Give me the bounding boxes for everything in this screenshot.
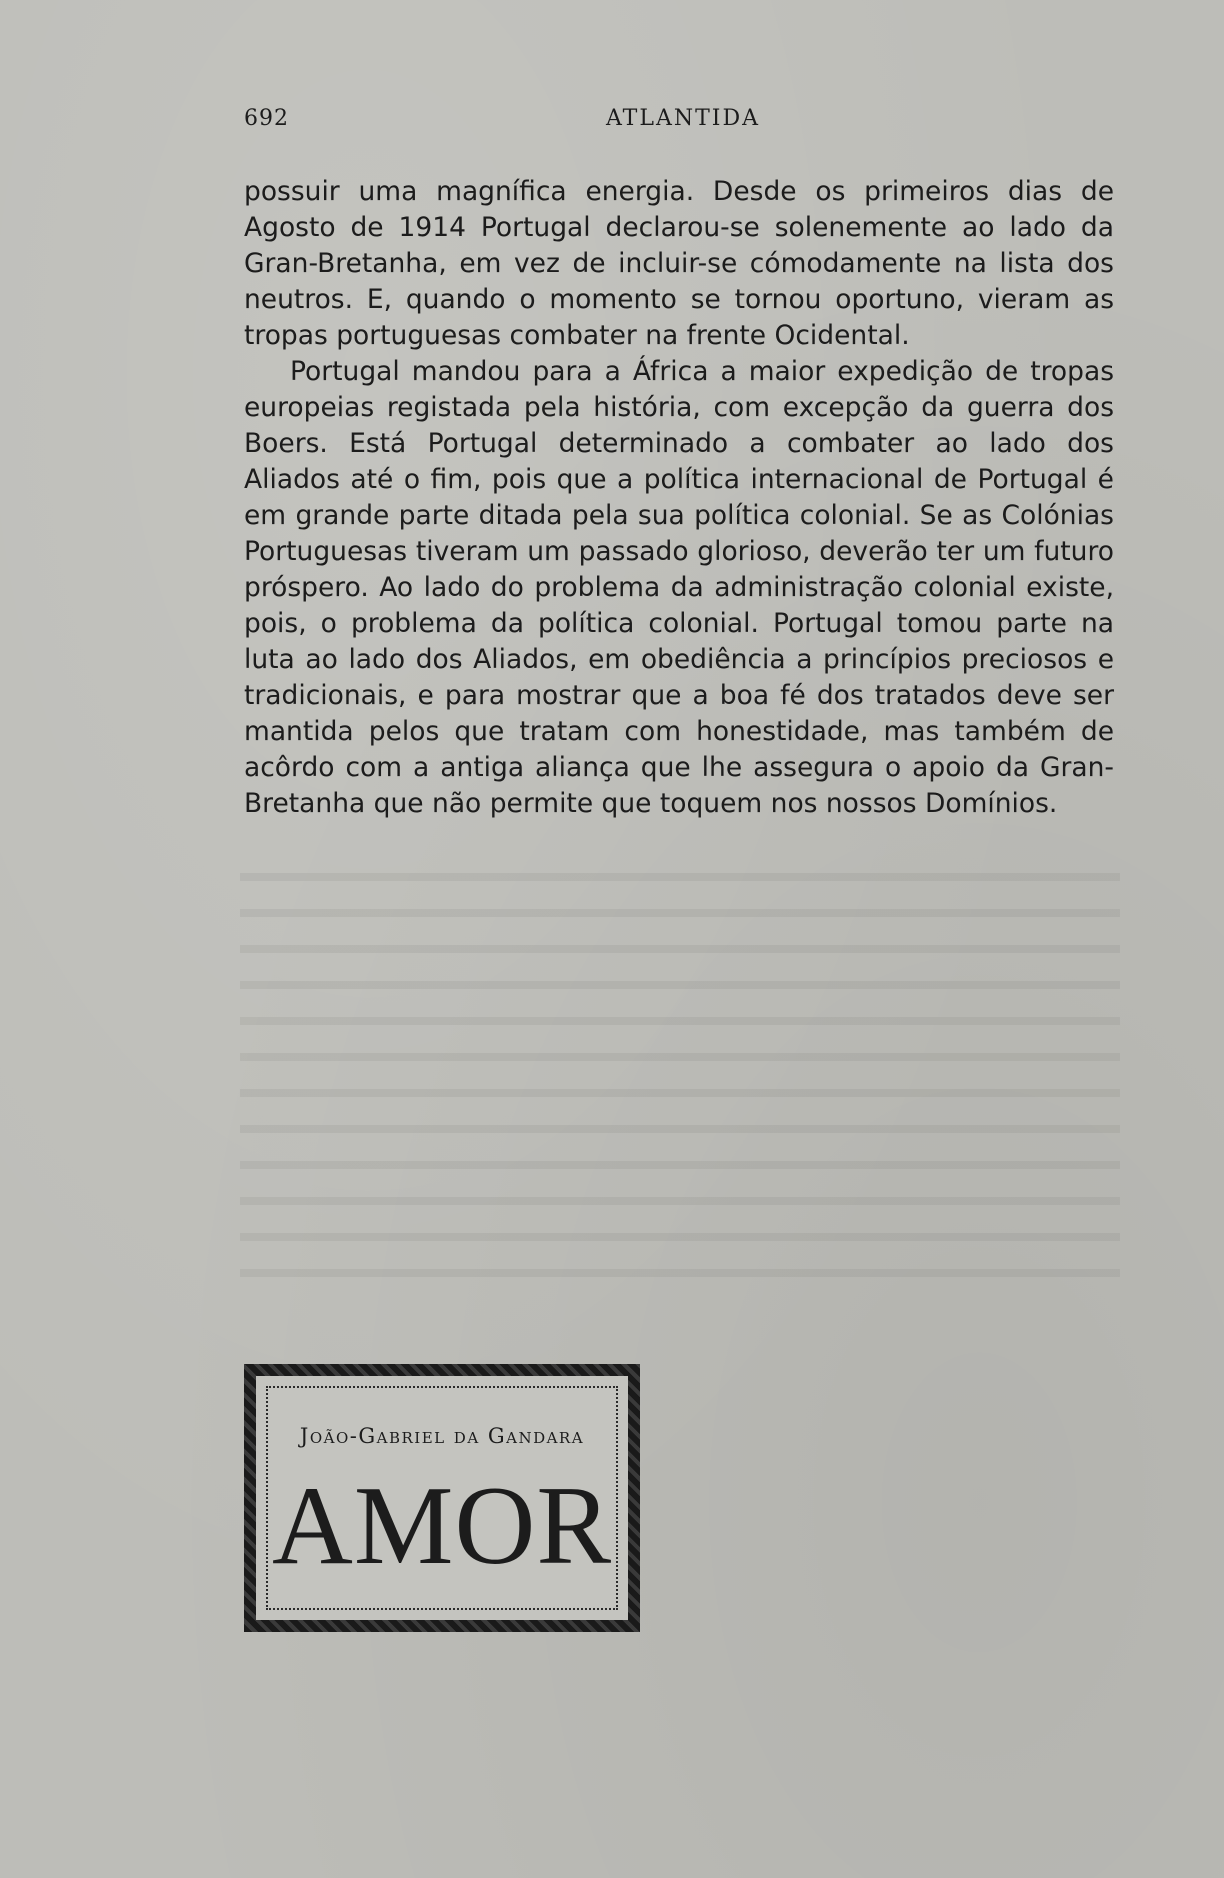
book-advertisement — [244, 1364, 640, 1632]
reverse-page-bleed-through — [240, 855, 1120, 1295]
paragraph-2: Portugal mandou para a África a maior expedição de tropas europeias registada pela história, com excepção da guerra dos Boers. Está Portugal determinado a combater ao lado dos Aliados até o fim, pois que a política internacional de Portugal é em grande parte ditada pela sua política colonial. Se as Colónias Portuguesas tiveram um passado glorioso, deverão ter um futuro próspero. Ao lado do problema da administração colonial existe, pois, o problema da política colonial. Portugal tomou parte na luta ao lado dos Aliados, em obediência a princípios preciosos e tradicionais, e para mostrar que a boa fé dos tratados deve ser mantida pelos que tratam com honestidade, mas também de acôrdo com a antiga aliança que lhe assegura o apoio da Gran-Bretanha que não permite que toquem nos nossos Domínios. — [244, 356, 1114, 819]
page-number: 692 — [244, 106, 289, 131]
journal-title: ATLANTIDA — [606, 106, 760, 131]
article-body — [244, 174, 1114, 822]
advertisement-author: João-Gabriel da Gandara — [299, 1424, 585, 1448]
advertisement-inner-border — [266, 1386, 618, 1610]
running-head — [244, 106, 1114, 138]
advertisement-book-title: AMOR — [271, 1464, 613, 1588]
paragraph-1: possuir uma magnífica energia. Desde os primeiros dias de Agosto de 1914 Portugal declarou-se solenemente ao lado da Gran-Bretanha, em vez de incluir-se cómodamente na lista dos neutros. E, quando o momento se tornou oportuno, vieram as tropas portuguesas combater na frente Ocidental. — [244, 176, 1114, 351]
